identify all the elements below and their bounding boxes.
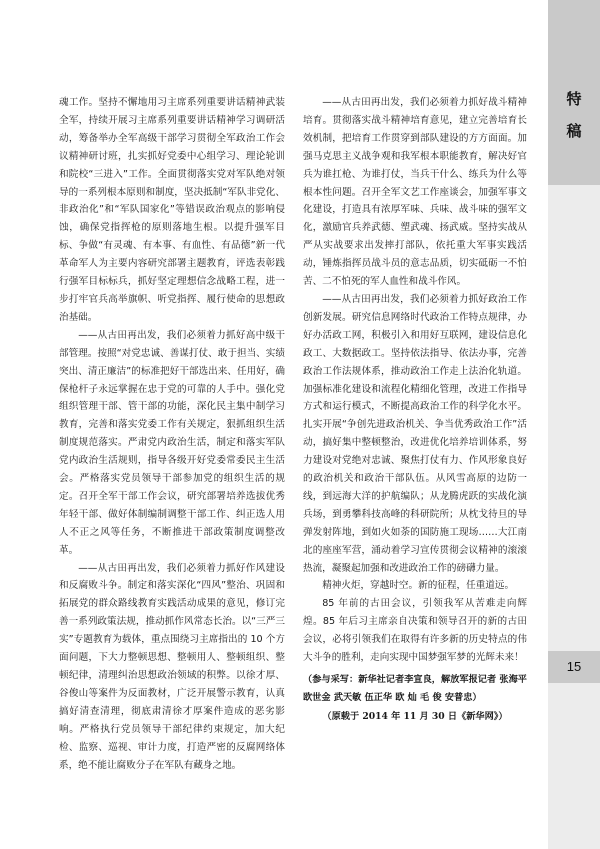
paragraph: ——从古田再出发，我们必须着力抓好战斗精神培育。贯彻落实战斗精神培育意见，建立完善培育长效机制，把培育工作贯穿到部队建设的方方面面。加强马克思主义战争观和我军根本职能教育，解决好官兵为谁扛枪、为谁打仗，当兵干什么、练兵为什么等根本性问题。召开全军文艺工作座谈会，加强军事文化建设，打造具有浓厚军味、兵味、战斗味的强军文化，激励官兵养武德、塑武魂、扬武威。坚持实战从严从实战要求出发摔打部队，依托重大军事实践活动，锤炼指挥员战斗员的意志品质，切实砥砺一不怕苦、二不怕死的军人血性和战斗作风。	[303, 97, 527, 288]
paragraph: ——从古田再出发，我们必须着力抓好高中级干部管理。按照“对党忠诚、善谋打仗、敢于担当、实绩突出、清正廉洁”的标准把好干部选出来、任用好，确保枪杆子永远掌握在忠于党的可靠的人手中。强化党组织管理干部、管干部的功能，深化民主集中制学习教育，完善和落实党委工作有关规定，狠抓组织生活制度规范落实。严肃党内政治生活，制定和落实军队党内政治生活规则，指导各级开好党委常委民主生活会。严格落实党员领导干部参加党的组织生活的规定。召开全军干部工作会议，研究部署培养选拔优秀年轻干部、做好体制编制调整干部工作、纠正选人用人不正之风等任务，不断推进干部政策制度调整改革。	[59, 329, 285, 556]
paragraph: ——从古田再出发，我们必须着力抓好政治工作创新发展。研究信息网络时代政治工作特点规律，办好办活政工网，积极引入和用好互联网，建设信息化政工、大数据政工。坚持依法指导、依法办事，完善政治工作法规体系，推动政治工作走上法治化轨道。加强标准化建设和流程化精细化管理，改进工作指导方式和运行模式，不断提高政治工作的科学化水平。扎实开展“争创先进政治机关、争当优秀政治工作”活动，搞好集中整顿整治，改进优化培养培训体系，努力建设对党绝对忠诚、聚焦打仗有力、作风形象良好的政治机关和政治干部队伍。从风雪高原的边防一线，到远海大洋的护航编队；从龙腾虎跃的实战化演兵场，到勇攀科技高峰的科研院所；从枕戈待旦的导弹发射阵地，到如火如荼的国防施工现场……大江南北的座座军营，涌动着学习宣传贯彻会议精神的滚滚热流，凝聚起加强和改进政治工作的磅礴力量。	[303, 293, 527, 574]
page-number: 15	[566, 659, 582, 674]
section-tab-char-2: 稿	[566, 122, 582, 140]
section-tab-char-1: 特	[566, 90, 582, 108]
paragraph: 魂工作。坚持不懈地用习主席系列重要讲话精神武装全军，持续开展习主席系列重要讲话精神学习调研活动，筹备举办全军高级干部学习贯彻全军政治工作会议精神研讨班，扎实抓好党委中心组学习、理论轮训和院校“三进入”工作。全面贯彻落实党对军队绝对领导的一系列根本原则和制度，坚决抵制“军队非党化、非政治化”和“军队国家化”等错误政治观点的影响侵蚀，确保党指挥枪的原则落地生根。以提升强军目标、争做“有灵魂、有本事、有血性、有品德”新一代革命军人为主要内容研究部署主题教育，评选表彰践行强军目标标兵，抓好坚定理想信念战略工程，进一步打牢官兵高举旗帜、听党指挥、履行使命的思想政治基础。	[59, 97, 285, 323]
paragraph: 85 年前的古田会议，引领我军从苦难走向辉煌。85 年后习主席亲自决策和领导召开的新的古田会议，必将引领我们在取得有许多新的历史特点的伟大斗争的胜利，走向实现中国梦强军梦的光辉未来！	[303, 598, 527, 664]
section-tab	[548, 0, 600, 185]
article-column-right	[303, 94, 527, 726]
page-number-box	[548, 651, 600, 683]
author-credit: （参与采写：新华社记者李宣良，解放军报记者 张海平 欧世金 武天敏 伍正华 欧 灿 毛 俊 安普忠）	[303, 674, 527, 703]
article-column-left	[59, 94, 285, 774]
side-margin-strip	[548, 185, 600, 849]
source-note: （原载于 2014 年 11 月 30 日《新华网》）	[322, 711, 508, 722]
paragraph: ——从古田再出发，我们必须着力抓好作风建设和反腐败斗争。制定和落实深化“四风”整治、巩固和拓展党的群众路线教育实践活动成果的意见，修订完善一系列政策法规，推动抓作风常态长治。以“三严三实”专题教育为载体，重点围绕习主席指出的 10 个方面问题，下大力整顿思想、整顿用人、整顿组织、整顿纪律，清理纠治思想政治领域的积弊。以徐才厚、谷俊山等案件为反面教材，广泛开展警示教育，认真搞好清查清理，彻底肃清徐才厚案件造成的恶劣影响。严格执行党员领导干部纪律约束规定，加大纪检、监察、巡视、审计力度，打造严密的反腐网络体系，绝不能让腐败分子在军队有藏身之地。	[59, 562, 285, 771]
paragraph: 精神火炬，穿越时空。新的征程，任重道远。	[322, 580, 515, 592]
